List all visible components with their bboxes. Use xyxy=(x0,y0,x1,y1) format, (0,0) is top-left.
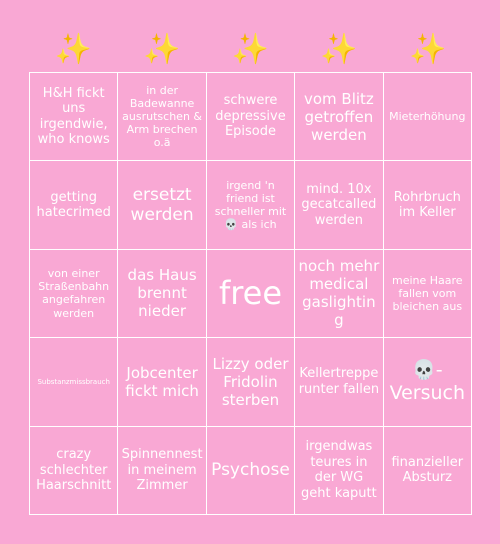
bingo-cell[interactable]: ersetzt werden xyxy=(118,161,206,249)
bingo-cell[interactable]: irgendwas teures in der WG geht kaputt xyxy=(295,427,383,515)
sparkles-icon: ✨ xyxy=(231,32,270,67)
bingo-cell[interactable]: getting hatecrimed xyxy=(30,161,118,249)
sparkles-icon: ✨ xyxy=(409,32,447,67)
bingo-cell[interactable]: irgend 'n friend ist schneller mit 💀 als ich xyxy=(207,161,295,249)
bingo-cell[interactable]: Kellertreppe runter fallen xyxy=(295,338,383,426)
bingo-cell[interactable]: finanzieller Absturz xyxy=(384,427,472,515)
sparkles-icon: ✨ xyxy=(320,32,358,67)
bingo-cell[interactable]: 💀-Versuch xyxy=(384,338,472,426)
sparkles-icon: ✨ xyxy=(54,32,92,67)
bingo-cell[interactable]: Rohrbruch im Keller xyxy=(384,161,472,249)
bingo-cell[interactable]: Jobcenter fickt mich xyxy=(118,338,206,426)
bingo-cell[interactable]: Psychose xyxy=(207,427,295,515)
bingo-board xyxy=(29,72,472,515)
bingo-cell[interactable]: das Haus brennt nieder xyxy=(118,250,206,338)
bingo-header xyxy=(29,28,472,72)
bingo-cell[interactable]: in der Badewanne ausrutschen & Arm brechen o.ä xyxy=(118,73,206,161)
bingo-cell[interactable]: mind. 10x gecatcalled werden xyxy=(295,161,383,249)
bingo-cell[interactable]: H&H fickt uns irgendwie, who knows xyxy=(30,73,118,161)
bingo-cell[interactable]: von einer Straßenbahn angefahren werden xyxy=(30,250,118,338)
free-space-cell[interactable]: free xyxy=(207,250,295,338)
bingo-cell[interactable]: crazy schlechter Haarschnitt xyxy=(30,427,118,515)
bingo-cell[interactable]: Spinnennest in meinem Zimmer xyxy=(118,427,206,515)
sparkles-icon: ✨ xyxy=(143,32,181,67)
bingo-cell[interactable]: noch mehr medical gaslighting xyxy=(295,250,383,338)
bingo-cell[interactable]: schwere depressive Episode xyxy=(207,73,295,161)
bingo-cell[interactable]: Lizzy oder Fridolin sterben xyxy=(207,338,295,426)
bingo-cell[interactable]: Substanzmissbrauch xyxy=(30,338,118,426)
bingo-cell[interactable]: Mieterhöhung xyxy=(384,73,472,161)
bingo-cell[interactable]: vom Blitz getroffen werden xyxy=(295,73,383,161)
bingo-cell[interactable]: meine Haare fallen vom bleichen aus xyxy=(384,250,472,338)
